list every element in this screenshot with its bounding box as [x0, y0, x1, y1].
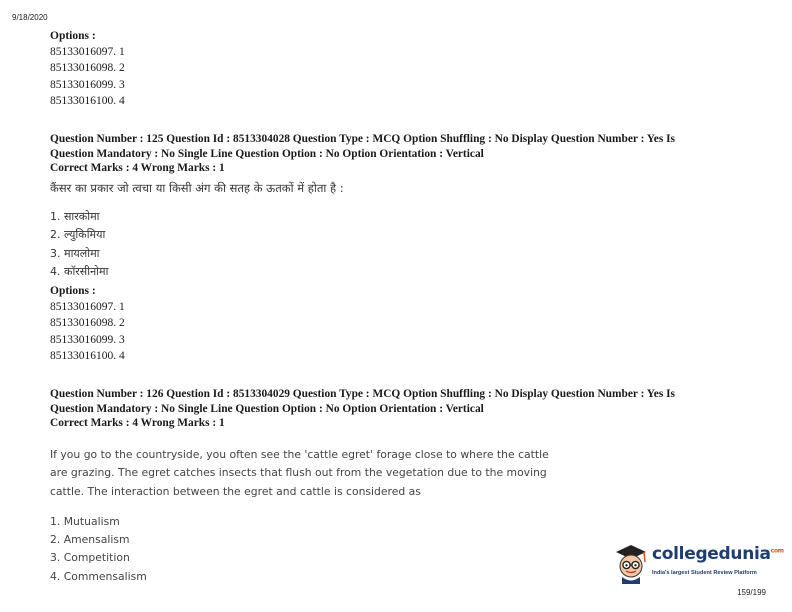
- question-marks: Correct Marks : 4 Wrong Marks : 1: [50, 162, 225, 174]
- choice-item: 2. ल्युकिमिया: [50, 228, 106, 242]
- choice-item: 4. कॉरसीनोमा: [50, 264, 109, 278]
- print-date: 9/18/2020: [12, 13, 48, 22]
- option-line: 85133016097. 1: [50, 46, 125, 58]
- option-line: 85133016098. 2: [50, 317, 125, 330]
- question-125-options: [50, 284, 125, 365]
- question-126-header: [50, 387, 740, 431]
- logo-wordmark: collegedunia$^{com}$: [652, 544, 784, 564]
- options-block-prev: [50, 29, 125, 110]
- logo-tagline: India's largest Student Review Platform: [652, 570, 757, 576]
- option-line: 85133016099. 3: [50, 333, 125, 346]
- question-meta-line: Question Mandatory : No Single Line Question Option : No Option Orientation : Vertical: [50, 147, 484, 160]
- options-title: Options :: [50, 285, 96, 297]
- option-line: 85133016100. 4: [50, 95, 125, 108]
- choice-item: 1. सारकोमा: [50, 210, 100, 223]
- question-meta-line: Question Number : 126 Question Id : 8513304029 Question Type : MCQ Option Shuffling : No Display Question Number : Yes Is: [50, 388, 675, 400]
- option-line: 85133016097. 1: [50, 301, 125, 313]
- question-125-choices: [50, 208, 108, 281]
- question-marks: Correct Marks : 4 Wrong Marks : 1: [50, 417, 225, 429]
- choice-item: 1. Mutualism: [50, 515, 120, 528]
- choice-item: 3. Competition: [50, 551, 130, 565]
- options-title: Options :: [50, 30, 96, 42]
- question-125-text: कैंसर का प्रकार जो त्वचा या किसी अंग की सतह के ऊतकों में होता है :: [50, 181, 344, 195]
- question-meta-line: Question Mandatory : No Single Line Question Option : No Option Orientation : Vertical: [50, 402, 484, 415]
- question-126-text: [50, 446, 570, 501]
- choice-item: 4. Commensalism: [50, 569, 147, 583]
- question-text-line: cattle. The interaction between the egret and cattle is considered as: [50, 484, 421, 498]
- mascot-icon: [612, 540, 650, 584]
- question-125-header: [50, 132, 740, 176]
- question-text-line: If you go to the countryside, you often see the 'cattle egret' forage close to where the cattle: [50, 448, 549, 461]
- choice-item: 3. मायलोमा: [50, 246, 100, 260]
- question-meta-line: Question Number : 125 Question Id : 8513304028 Question Type : MCQ Option Shuffling : No Display Question Number : Yes Is: [50, 133, 675, 145]
- option-line: 85133016098. 2: [50, 62, 125, 75]
- option-line: 85133016100. 4: [50, 350, 125, 363]
- question-text-line: are grazing. The egret catches insects that flush out from the vegetation due to the moving: [50, 466, 547, 480]
- choice-item: 2. Amensalism: [50, 533, 130, 547]
- logo-suffix: com: [770, 547, 784, 555]
- question-126-choices: [50, 513, 147, 586]
- page-number: 159/199: [737, 588, 766, 597]
- option-line: 85133016099. 3: [50, 78, 125, 91]
- collegedunia-logo: [612, 540, 784, 586]
